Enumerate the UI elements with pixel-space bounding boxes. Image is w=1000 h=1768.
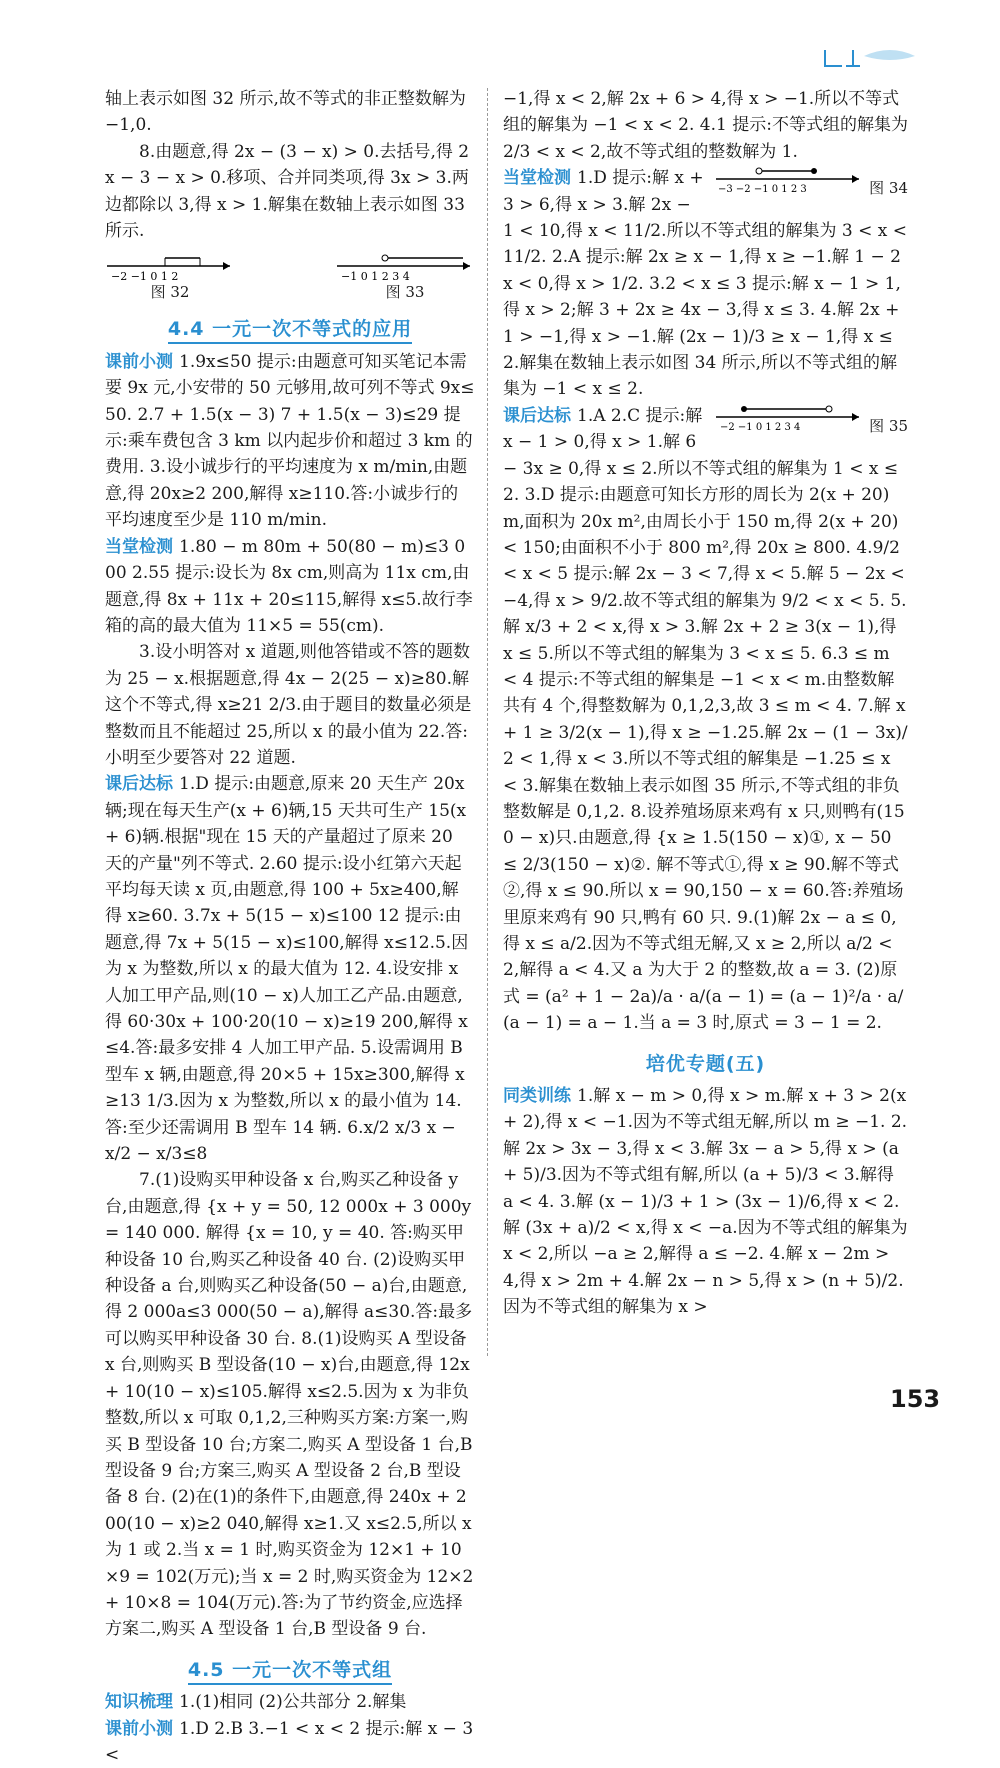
- figure-35: [714, 403, 908, 436]
- section-title-4-4: 4.4 一元一次不等式的应用: [105, 316, 475, 342]
- section-tag: 课后达标: [503, 405, 571, 426]
- paragraph: 8.由题意,得 2x − (3 − x) > 0.去括号,得 2x − 3 − x > 0.移项、合并同类项,得 3x > 3.两边都除以 3,得 x > 1.解集在数轴上表示如图 33 所示.: [105, 141, 470, 242]
- number-line-icon: [714, 403, 864, 431]
- section-tag: 当堂检测: [105, 536, 173, 557]
- svg-text:−1 0 1 2 3 4: −1 0 1 2 3 4: [341, 270, 410, 283]
- paragraph: 1.80 − m 80m + 50(80 − m)≤3 000 2.55 提示:设长为 8x cm,则高为 11x cm,由题意,得 8x + 11x + 20≤115,解得 x≤5.故行李箱的高的最大值为 11×5 = 55(cm).: [105, 536, 473, 636]
- left-column: [105, 86, 475, 1768]
- section-tag: 课前小测: [105, 351, 173, 372]
- section-tag: 课后达标: [105, 774, 173, 795]
- figure-32: [105, 252, 235, 302]
- figure-33: [335, 252, 475, 302]
- section-tag: 当堂检测: [503, 168, 571, 189]
- paragraph: 1.D 2.B 3.−1 < x < 2 提示:解 x − 3 <: [105, 1718, 474, 1765]
- paragraph: 3.设小明答对 x 道题,则他答错或不答的题数为 25 − x.根据题意,得 4x − 2(25 − x)≥80.解这个不等式,得 x≥21 2/3.由于题目的数量必须是整数而且不能超过 25,所以 x 的最小值为 22.答:小明至少要答对 22 道题.: [105, 642, 472, 768]
- figure-caption: 图 33: [385, 283, 425, 302]
- number-line-icon: [714, 165, 864, 193]
- paragraph: 1.D 提示:解 x + 3 > 6,得 x > 3.解 2x − 1 < 10,得 x < 11/2.所以不等式组的解集为 3 < x < 11/2. 2.A 提示:解 2x ≥ x − 1,得 x ≥ −1.解 1 − 2x < 0,得 x > 1/2. 3.2 < x ≤ 3 提示:解 x − 1 > 1,得 x > 2;解 3 + 2x ≥ 4x − 3,得 x ≤ 3. 4.解 2x + 1 > −1,得 x > −1.解 (2x − 1)/3 ≥ x − 1,得 x ≤ 2.解集在数轴上表示如图 34 所示,所以不等式组的解集为 −1 < x ≤ 2.: [503, 168, 908, 400]
- section-tag: 课前小测: [105, 1718, 173, 1739]
- figure-caption: 图 34: [869, 179, 908, 198]
- paragraph: 1.D 提示:由题意,原来 20 天生产 20x 辆;现在每天生产(x + 6)辆,15 天共可生产 15(x + 6)辆.根据"现在 15 天的产量超过了原来 20 天的产量"列不等式. 2.60 提示:设小红第六天起平均每天读 x 页,由题意,得 100 + 5x≥400,解得 x≥60. 3.7x + 5(15 − x)≤100 12 提示:由题意,得 7x + 5(15 − x)≤100,解得 x≤12.5.因为 x 为整数,所以 x 的最大值为 12. 4.设安排 x 人加工甲产品,则(10 − x)人加工乙产品.由题意,得 60·30x + 100·20(10 − x)≥19 200,解得 x≤4.答:最多安排 4 人加工甲产品. 5.设需调用 B 型车 x 辆,由题意,得 20×5 + 15x≥300,解得 x≥13 1/3.因为 x 为整数,所以 x 的最小值为 14.答:至少还需调用 B 型车 14 辆. 6.x/2 x/3 x − x/2 − x/3≤8: [105, 774, 469, 1165]
- number-line-icon: [105, 252, 235, 282]
- paragraph: 轴上表示如图 32 所示,故不等式的非正整数解为−1,0.: [105, 89, 466, 136]
- paragraph: 1.(1)相同 (2)公共部分 2.解集: [179, 1692, 407, 1713]
- column-divider: [487, 88, 488, 1356]
- paragraph: 1.A 2.C 提示:解 x − 1 > 0,得 x > 1.解 6 − 3x ≥ 0,得 x ≤ 2.所以不等式组的解集为 1 < x ≤ 2. 3.D 提示:由题意可知长方形的周长为 2(x + 20) m,面积为 20x m²,由周长小于 150 m,得 2(x + 20) < 150;由面积不小于 800 m²,得 20x ≥ 800. 4.9/2 < x < 5 提示:解 2x − 3 < 7,得 x < 5.解 5 − 2x < −4,得 x > 9/2.故不等式组的解集为 9/2 < x < 5. 5.解 x/3 + 2 < x,得 x > 3.解 2x + 2 ≥ 3(x − 1),得 x ≤ 5.所以不等式组的解集为 3 < x ≤ 5. 6.3 ≤ m < 4 提示:不等式组的解集是 −1 < x < m.由整数解共有 4 个,得整数解为 0,1,2,3,故 3 ≤ m < 4. 7.解 x + 1 ≥ 3/2(x − 1),得 x ≥ −1.25.解 2x − (1 − 3x)/2 < 1,得 x < 3.所以不等式组的解集是 −1.25 ≤ x < 3.解集在数轴上表示如图 35 所示,不等式组的非负整数解是 0,1,2. 8.设养殖场原来鸡有 x 只,则鸭有(150 − x)只.由题意,得 {x ≥ 1.5(150 − x)①, x − 50 ≤ 2/3(150 − x)②. 解不等式①,得 x ≥ 90.解不等式②,得 x ≤ 90.所以 x = 90,150 − x = 60.答:养殖场里原来鸡有 90 只,鸭有 60 只. 9.(1)解 2x − a ≤ 0,得 x ≤ a/2.因为不等式组无解,又 x ≥ 2,所以 a/2 < 2,解得 a < 4.又 a 为大于 2 的整数,故 a = 3. (2)原式 = (a² + 1 − 2a)/a · a/(a − 1) = (a − 1)²/a · a/(a − 1) = a − 1.当 a = 3 时,原式 = 3 − 1 = 2.: [503, 405, 908, 1034]
- paragraph: 1.解 x − m > 0,得 x > m.解 x + 3 > 2(x + 2),得 x < −1.因为不等式组无解,所以 m ≥ −1. 2.解 2x > 3x − 3,得 x < 3.解 3x − a > 5,得 x > (a + 5)/3.因为不等式组有解,所以 (a + 5)/3 < 3.解得 a < 4. 3.解 (x − 1)/3 + 1 > (3x − 1)/6,得 x < 2.解 (3x + a)/2 < x,得 x < −a.因为不等式组的解集为 x < 2,所以 −a ≥ 2,解得 a ≤ −2. 4.解 x − 2m > 4,得 x > 2m + 4.解 2x − n > 5,得 x > (n + 5)/2.因为不等式组的解集为 x >: [503, 1086, 908, 1318]
- section-tag: 知识梳理: [105, 1692, 173, 1713]
- paragraph: −1,得 x < 2,解 2x + 6 > 4,得 x > −1.所以不等式组的解集为 −1 < x < 2. 4.1 提示:不等式组的解集为 2/3 < x < 2,故不等式组的整数解为 1.: [503, 89, 908, 162]
- number-line-figures: [105, 252, 475, 302]
- right-column: [503, 86, 908, 1321]
- figure-34: [714, 165, 908, 198]
- figure-caption: 图 35: [869, 416, 908, 435]
- paragraph: 1.9x≤50 提示:由题意可知买笔记本需要 9x 元,小安带的 50 元够用,故可列不等式 9x≤50. 2.7 + 1.5(x − 3) 7 + 1.5(x − 3)≤29 提示:乘车费包含 3 km 以内起步价和超过 3 km 的费用. 3.设小诚步行的平均速度为 x m/min,由题意,得 20x≥2 200,解得 x≥110.答:小诚步行的平均速度至少是 110 m/min.: [105, 351, 475, 531]
- section-tag: 同类训练: [503, 1086, 571, 1107]
- paragraph: 7.(1)设购买甲种设备 x 台,购买乙种设备 y 台,由题意,得 {x + y = 50, 12 000x + 3 000y = 140 000. 解得 {x = 10, y = 40. 答:购买甲种设备 10 台,购买乙种设备 40 台. (2)设购买甲种设备 a 台,则购买乙种设备(50 − a)台,由题意,得 2 000a≤3 000(50 − a),解得 a≤30.答:最多可以购买甲种设备 30 台. 8.(1)设购买 A 型设备 x 台,则购买 B 型设备(10 − x)台,由题意,得 12x + 10(10 − x)≤105.解得 x≤2.5.因为 x 为非负整数,所以 x 可取 0,1,2,三种购买方案:方案一,购买 B 型设备 10 台;方案二,购买 A 型设备 1 台,B 型设备 9 台;方案三,购买 A 型设备 2 台,B 型设备 8 台. (2)在(1)的条件下,由题意,得 240x + 200(10 − x)≥2 040,解得 x≥1.又 x≤2.5,所以 x 为 1 或 2.当 x = 1 时,购买资金为 12×1 + 10×9 = 102(万元);当 x = 2 时,购买资金为 12×2 + 10×8 = 104(万元).答:为了节约资金,应选择方案二,购买 A 型设备 1 台,B 型设备 9 台.: [105, 1170, 474, 1640]
- figure-caption: 图 32: [150, 283, 190, 302]
- section-title-4-5: 4.5 一元一次不等式组: [105, 1657, 475, 1683]
- number-line-icon: [335, 252, 475, 282]
- svg-text:−2 −1 0 1 2 3 4: −2 −1 0 1 2 3 4: [720, 421, 801, 431]
- svg-text:−2 −1 0 1 2: −2 −1 0 1 2: [111, 270, 179, 283]
- page-number: 153: [890, 1385, 941, 1413]
- header-logo: [820, 42, 920, 76]
- section-title-special: 培优专题(五): [645, 1052, 766, 1075]
- svg-text:−3 −2 −1 0 1 2 3: −3 −2 −1 0 1 2 3: [718, 184, 808, 194]
